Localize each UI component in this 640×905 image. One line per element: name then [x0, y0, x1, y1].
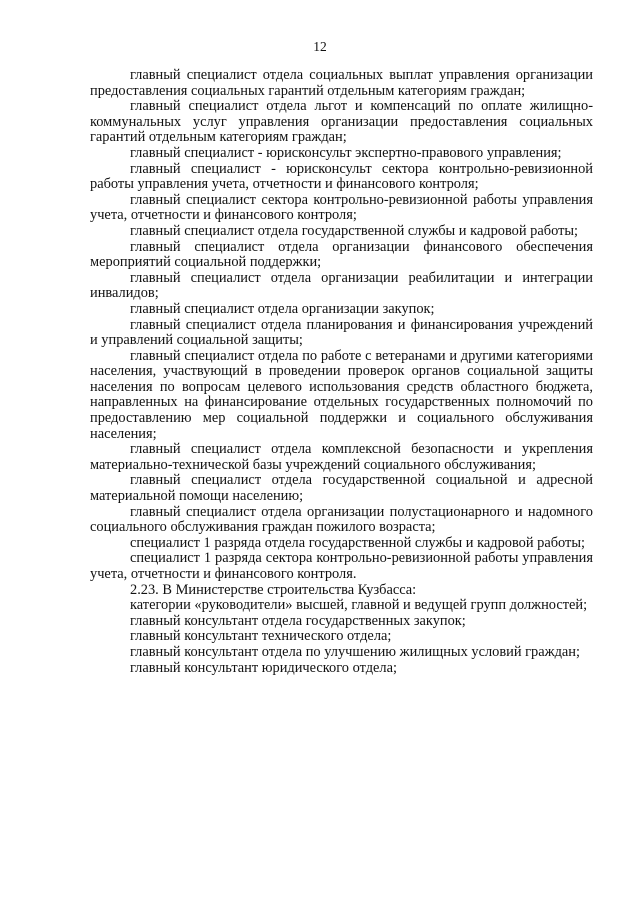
paragraph: главный специалист отдела государственной службы и кадровой работы;: [130, 222, 579, 239]
paragraph: главный консультант юридического отдела;: [130, 659, 397, 676]
paragraph: специалист 1 разряда отдела государственной службы и кадровой работы;: [130, 534, 586, 551]
paragraph: специалист 1 разряда сектора контрольно-ревизионной работы управления учета, отчетности и финансового контроля.: [90, 550, 593, 582]
paragraph: главный специалист отдела организации реабилитации и интеграции инвалидов;: [90, 269, 593, 302]
paragraph: главный специалист отдела социальных выплат управления организации предоставления социальных гарантий отдельным категориям граждан;: [90, 67, 593, 99]
paragraph: главный консультант технического отдела;: [130, 628, 392, 645]
paragraph: главный специалист отдела государственной социальной и адресной материальной помощи населению;: [90, 472, 593, 505]
paragraph: главный специалист сектора контрольно-ревизионной работы управления учета, отчетности и финансового контроля;: [90, 191, 593, 224]
section-heading: 2.23. В Министерстве строительства Кузбасса:: [130, 581, 417, 598]
paragraph: главный специалист отдела льгот и компенсаций по оплате жилищно-коммунальных услуг управления организации предоставления социальных гарантий отдельным категориям граждан;: [90, 98, 593, 146]
paragraph: главный специалист - юрисконсульт сектора контрольно-ревизионной работы управления учета, отчетности и финансового контроля;: [90, 160, 593, 193]
paragraph: главный специалист отдела организации финансового обеспечения мероприятий социальной поддержки;: [90, 238, 593, 271]
paragraph: главный специалист отдела организации закупок;: [130, 300, 435, 317]
paragraph: главный консультант отдела государственных закупок;: [130, 612, 466, 629]
document-body: [90, 68, 593, 676]
paragraph: главный консультант отдела по улучшению жилищных условий граждан;: [130, 643, 580, 660]
paragraph: главный специалист отдела планирования и финансирования учреждений и управлений социальной защиты;: [90, 316, 593, 349]
page-number: 12: [313, 39, 327, 54]
paragraph: главный специалист - юрисконсульт экспертно-правового управления;: [130, 144, 562, 161]
paragraph: главный специалист отдела по работе с ветеранами и другими категориями населения, участвующий в проведении проверок органов социальной защиты населения по вопросам целевого использования средств областного бюджета, направленных на финансирование отдельных государственных полномочий по предоставлению мер социальной поддержки и социального обслуживания населения;: [90, 347, 593, 442]
paragraph: главный специалист отдела комплексной безопасности и укрепления материально-технической базы учреждений социального обслуживания;: [90, 441, 593, 473]
paragraph: категории «руководители» высшей, главной и ведущей групп должностей;: [130, 597, 588, 614]
paragraph: главный специалист отдела организации полустационарного и надомного социального обслуживания граждан пожилого возраста;: [90, 503, 593, 536]
